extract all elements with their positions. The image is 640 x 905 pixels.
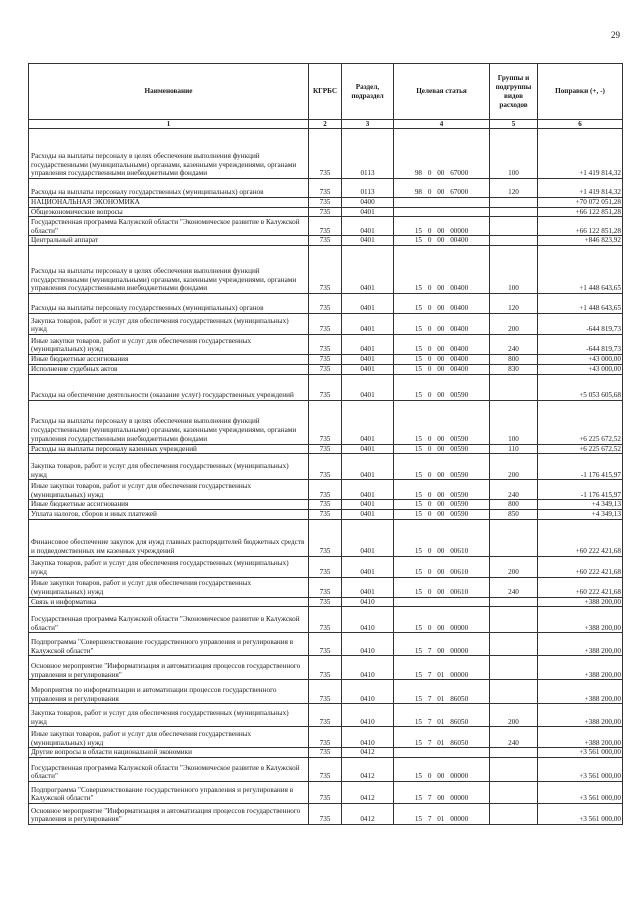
row-name: Расходы на выплаты персоналу казенных учреждений	[29, 444, 309, 454]
table-row	[29, 294, 623, 314]
table-row	[29, 374, 623, 400]
row-kgrbs: 735	[309, 294, 342, 314]
row-expense-group	[490, 758, 538, 782]
row-name: Расходы на выплаты персоналу государственных (муниципальных) органов	[29, 294, 309, 314]
row-kgrbs: 735	[309, 556, 342, 577]
row-amount: +60 222 421,68	[538, 519, 623, 556]
row-target-article: 15 0 00 00400	[394, 364, 490, 374]
row-section: 0401	[342, 294, 394, 314]
row-expense-group	[490, 804, 538, 825]
table-row	[29, 236, 623, 246]
row-section: 0401	[342, 217, 394, 236]
row-name: Подпрограмма "Совершенствование государственного управления и регулирования в Калужской области"	[29, 782, 309, 804]
row-amount: -1 176 415,97	[538, 480, 623, 500]
header-target-article: Целевая статья	[394, 64, 490, 120]
row-expense-group	[490, 374, 538, 400]
row-expense-group: 120	[490, 179, 538, 198]
row-expense-group: 120	[490, 294, 538, 314]
row-amount: +388 200,00	[538, 727, 623, 748]
row-expense-group: 800	[490, 355, 538, 365]
row-target-article: 15 0 00 00400	[394, 294, 490, 314]
row-kgrbs: 735	[309, 179, 342, 198]
row-expense-group: 200	[490, 556, 538, 577]
row-target-article: 15 0 00 00590	[394, 454, 490, 480]
row-name: Уплата налогов, сборов и иных платежей	[29, 509, 309, 519]
row-amount: +388 200,00	[538, 680, 623, 704]
row-expense-group	[490, 236, 538, 246]
row-section: 0401	[342, 500, 394, 510]
row-amount: +846 823,92	[538, 236, 623, 246]
row-section: 0401	[342, 335, 394, 355]
row-kgrbs: 735	[309, 633, 342, 656]
row-section: 0401	[342, 556, 394, 577]
row-amount: +3 561 000,00	[538, 748, 623, 758]
row-amount: +3 561 000,00	[538, 758, 623, 782]
row-section: 0412	[342, 782, 394, 804]
row-target-article: 15 0 00 00400	[394, 355, 490, 365]
row-name: Расходы на выплаты персоналу в целях обеспечения выполнения функций государственными (муниципальными) органами, казенными учреждениями, органами управления государственными внебюджетными фондами	[29, 400, 309, 444]
row-name: Иные бюджетные ассигнования	[29, 355, 309, 365]
header-kgrbs: КГРБС	[309, 64, 342, 120]
row-kgrbs: 735	[309, 314, 342, 335]
row-name: Основное мероприятие "Информатизация и автоматизация процессов государственного управления и регулирования"	[29, 804, 309, 825]
row-target-article	[394, 597, 490, 607]
row-kgrbs: 735	[309, 207, 342, 217]
row-amount: +3 561 000,00	[538, 804, 623, 825]
row-name: Связь и информатика	[29, 597, 309, 607]
row-target-article: 15 7 01 86050	[394, 680, 490, 704]
table-row	[29, 355, 623, 365]
row-target-article	[394, 207, 490, 217]
row-expense-group: 110	[490, 444, 538, 454]
row-amount: +4 349,13	[538, 500, 623, 510]
row-target-article: 15 0 00 00590	[394, 480, 490, 500]
row-expense-group	[490, 633, 538, 656]
header-section: Раздел, подраздел	[342, 64, 394, 120]
row-amount: +6 225 672,52	[538, 444, 623, 454]
row-target-article: 15 0 00 00400	[394, 246, 490, 294]
row-section: 0410	[342, 680, 394, 704]
column-number-row	[29, 120, 623, 129]
row-expense-group: 800	[490, 500, 538, 510]
row-amount: +60 222 421,68	[538, 556, 623, 577]
row-section: 0401	[342, 374, 394, 400]
row-section: 0401	[342, 444, 394, 454]
row-name: Иные закупки товаров, работ и услуг для обеспечения государственных (муниципальных) нужд	[29, 577, 309, 597]
row-expense-group: 240	[490, 335, 538, 355]
table-row	[29, 704, 623, 727]
row-name: Иные бюджетные ассигнования	[29, 500, 309, 510]
row-section: 0400	[342, 198, 394, 208]
row-name: Государственная программа Калужской области "Экономическое развитие в Калужской области"	[29, 217, 309, 236]
table-row	[29, 509, 623, 519]
table-row	[29, 607, 623, 633]
column-number: 1	[29, 120, 309, 129]
row-expense-group: 200	[490, 704, 538, 727]
page-number: 29	[611, 30, 620, 40]
row-expense-group	[490, 748, 538, 758]
table-row	[29, 727, 623, 748]
row-kgrbs: 735	[309, 198, 342, 208]
row-amount: +6 225 672,52	[538, 400, 623, 444]
row-kgrbs: 735	[309, 500, 342, 510]
row-amount: +388 200,00	[538, 607, 623, 633]
row-name: Финансовое обеспечение закупок для нужд главных распорядителей бюджетных средств и подведомственных им казенных учреждений	[29, 519, 309, 556]
table-row	[29, 198, 623, 208]
row-kgrbs: 735	[309, 480, 342, 500]
row-amount: +5 053 605,68	[538, 374, 623, 400]
row-name: Закупка товаров, работ и услуг для обеспечения государственных (муниципальных) нужд	[29, 704, 309, 727]
row-kgrbs: 735	[309, 607, 342, 633]
row-target-article: 15 0 00 00610	[394, 577, 490, 597]
row-kgrbs: 735	[309, 727, 342, 748]
row-amount: +3 561 000,00	[538, 782, 623, 804]
row-kgrbs: 735	[309, 364, 342, 374]
row-name: Иные закупки товаров, работ и услуг для обеспечения государственных (муниципальных) нужд	[29, 335, 309, 355]
row-expense-group: 830	[490, 364, 538, 374]
row-target-article: 15 0 00 00400	[394, 314, 490, 335]
row-target-article: 15 0 00 00610	[394, 519, 490, 556]
row-expense-group	[490, 782, 538, 804]
table-row	[29, 680, 623, 704]
row-name: Центральный аппарат	[29, 236, 309, 246]
row-kgrbs: 735	[309, 782, 342, 804]
header-expense-groups: Группы и подгруппы видов расходов	[490, 64, 538, 120]
row-expense-group: 100	[490, 246, 538, 294]
row-expense-group	[490, 198, 538, 208]
row-kgrbs: 735	[309, 335, 342, 355]
row-amount: +388 200,00	[538, 633, 623, 656]
row-kgrbs: 735	[309, 400, 342, 444]
row-section: 0410	[342, 597, 394, 607]
table-row	[29, 217, 623, 236]
row-amount: +4 349,13	[538, 509, 623, 519]
row-name: Закупка товаров, работ и услуг для обеспечения государственных (муниципальных) нужд	[29, 314, 309, 335]
row-name: НАЦИОНАЛЬНАЯ ЭКОНОМИКА	[29, 198, 309, 208]
row-expense-group: 200	[490, 454, 538, 480]
column-number: 4	[394, 120, 490, 129]
row-amount: -644 819,73	[538, 335, 623, 355]
row-kgrbs: 735	[309, 454, 342, 480]
table-row	[29, 633, 623, 656]
row-section: 0401	[342, 314, 394, 335]
row-target-article: 15 0 00 00000	[394, 607, 490, 633]
row-name: Закупка товаров, работ и услуг для обеспечения государственных (муниципальных) нужд	[29, 454, 309, 480]
row-section: 0401	[342, 355, 394, 365]
table-row	[29, 597, 623, 607]
table-row	[29, 335, 623, 355]
row-expense-group	[490, 207, 538, 217]
row-kgrbs: 735	[309, 704, 342, 727]
row-expense-group: 100	[490, 400, 538, 444]
table-row	[29, 207, 623, 217]
table-header-row	[29, 64, 623, 120]
table-row	[29, 519, 623, 556]
row-amount: -644 819,73	[538, 314, 623, 335]
row-target-article: 15 7 00 00000	[394, 782, 490, 804]
row-kgrbs: 735	[309, 374, 342, 400]
table-row	[29, 179, 623, 198]
row-section: 0410	[342, 633, 394, 656]
row-section: 0410	[342, 727, 394, 748]
row-target-article: 15 0 00 00590	[394, 374, 490, 400]
row-name: Мероприятия по информатизации и автоматизации процессов государственного управления и регулирования	[29, 680, 309, 704]
row-kgrbs: 735	[309, 519, 342, 556]
row-target-article: 15 0 00 00590	[394, 400, 490, 444]
row-kgrbs: 735	[309, 129, 342, 179]
row-expense-group	[490, 519, 538, 556]
row-amount: +1 448 643,65	[538, 294, 623, 314]
row-section: 0401	[342, 207, 394, 217]
row-target-article: 15 0 00 00610	[394, 556, 490, 577]
table-row	[29, 782, 623, 804]
row-target-article: 15 0 00 00590	[394, 509, 490, 519]
table-row	[29, 656, 623, 680]
column-number: 6	[538, 120, 623, 129]
table-row	[29, 480, 623, 500]
row-section: 0412	[342, 804, 394, 825]
table-row	[29, 454, 623, 480]
row-expense-group	[490, 597, 538, 607]
row-expense-group: 240	[490, 577, 538, 597]
row-name: Расходы на выплаты персоналу в целях обеспечения выполнения функций государственными (муниципальными) органами, казенными учреждениями, органами управления государственными внебюджетными фондами	[29, 246, 309, 294]
row-name: Государственная программа Калужской области "Экономическое развитие в Калужской области"	[29, 607, 309, 633]
row-name: Расходы на выплаты персоналу государственных (муниципальных) органов	[29, 179, 309, 198]
row-expense-group	[490, 217, 538, 236]
row-expense-group: 850	[490, 509, 538, 519]
row-name: Расходы на обеспечение деятельности (оказание услуг) государственных учреждений	[29, 374, 309, 400]
header-name: Наименование	[29, 64, 309, 120]
row-target-article: 15 7 01 00000	[394, 804, 490, 825]
row-expense-group: 200	[490, 314, 538, 335]
row-expense-group	[490, 607, 538, 633]
table-row	[29, 556, 623, 577]
row-kgrbs: 735	[309, 597, 342, 607]
row-amount: +70 072 051,28	[538, 198, 623, 208]
row-section: 0401	[342, 480, 394, 500]
column-number: 5	[490, 120, 538, 129]
row-expense-group: 240	[490, 727, 538, 748]
table-row	[29, 314, 623, 335]
row-expense-group	[490, 680, 538, 704]
table-row	[29, 364, 623, 374]
row-target-article: 15 0 00 00590	[394, 444, 490, 454]
row-name: Основное мероприятие "Информатизация и автоматизация процессов государственного управления и регулирования"	[29, 656, 309, 680]
row-name: Расходы на выплаты персоналу в целях обеспечения выполнения функций государственными (муниципальными) органами, казенными учреждениями, органами управления государственными внебюджетными фондами	[29, 129, 309, 179]
row-kgrbs: 735	[309, 804, 342, 825]
row-name: Подпрограмма "Совершенствование государственного управления и регулирования в Калужской области"	[29, 633, 309, 656]
row-section: 0410	[342, 607, 394, 633]
row-amount: +1 419 814,32	[538, 129, 623, 179]
row-kgrbs: 735	[309, 577, 342, 597]
row-section: 0113	[342, 129, 394, 179]
row-kgrbs: 735	[309, 680, 342, 704]
row-name: Иные закупки товаров, работ и услуг для обеспечения государственных (муниципальных) нужд	[29, 727, 309, 748]
row-target-article: 15 0 00 00000	[394, 758, 490, 782]
row-amount: +1 419 814,32	[538, 179, 623, 198]
row-amount: +1 448 643,65	[538, 246, 623, 294]
row-kgrbs: 735	[309, 355, 342, 365]
row-name: Государственная программа Калужской области "Экономическое развитие в Калужской области"	[29, 758, 309, 782]
column-number: 3	[342, 120, 394, 129]
header-amendments: Поправки (+, -)	[538, 64, 623, 120]
row-kgrbs: 735	[309, 236, 342, 246]
row-target-article: 15 7 01 00000	[394, 656, 490, 680]
row-amount: +388 200,00	[538, 597, 623, 607]
row-amount: +388 200,00	[538, 704, 623, 727]
column-number: 2	[309, 120, 342, 129]
row-target-article	[394, 748, 490, 758]
row-amount: +43 000,00	[538, 355, 623, 365]
row-name: Исполнение судебных актов	[29, 364, 309, 374]
row-kgrbs: 735	[309, 656, 342, 680]
table-row	[29, 577, 623, 597]
row-kgrbs: 735	[309, 246, 342, 294]
row-section: 0410	[342, 704, 394, 727]
row-section: 0412	[342, 758, 394, 782]
row-section: 0410	[342, 656, 394, 680]
row-kgrbs: 735	[309, 758, 342, 782]
row-expense-group	[490, 656, 538, 680]
row-target-article: 98 0 00 67000	[394, 179, 490, 198]
row-section: 0412	[342, 748, 394, 758]
row-section: 0401	[342, 519, 394, 556]
row-section: 0401	[342, 400, 394, 444]
row-target-article: 15 7 00 00000	[394, 633, 490, 656]
table-row	[29, 748, 623, 758]
row-amount: +43 000,00	[538, 364, 623, 374]
row-target-article: 15 0 00 00590	[394, 500, 490, 510]
row-amount: +60 222 421,68	[538, 577, 623, 597]
table-row	[29, 500, 623, 510]
row-section: 0401	[342, 236, 394, 246]
row-target-article: 15 0 00 00400	[394, 236, 490, 246]
table-row	[29, 444, 623, 454]
table-row	[29, 129, 623, 179]
row-name: Закупка товаров, работ и услуг для обеспечения государственных (муниципальных) нужд	[29, 556, 309, 577]
row-section: 0401	[342, 246, 394, 294]
row-expense-group: 240	[490, 480, 538, 500]
row-section: 0401	[342, 364, 394, 374]
row-amount: +66 122 851,28	[538, 217, 623, 236]
row-name: Другие вопросы в области национальной экономики	[29, 748, 309, 758]
table-row	[29, 804, 623, 825]
row-section: 0401	[342, 454, 394, 480]
row-section: 0401	[342, 509, 394, 519]
table-row	[29, 400, 623, 444]
row-kgrbs: 735	[309, 444, 342, 454]
budget-table	[28, 63, 623, 825]
row-amount: +66 122 851,28	[538, 207, 623, 217]
row-target-article: 15 0 00 00000	[394, 217, 490, 236]
row-kgrbs: 735	[309, 748, 342, 758]
row-name: Иные закупки товаров, работ и услуг для обеспечения государственных (муниципальных) нужд	[29, 480, 309, 500]
row-target-article: 15 0 00 00400	[394, 335, 490, 355]
row-target-article: 15 7 01 86050	[394, 727, 490, 748]
row-target-article	[394, 198, 490, 208]
row-kgrbs: 735	[309, 217, 342, 236]
row-amount: -1 176 415,97	[538, 454, 623, 480]
row-section: 0401	[342, 577, 394, 597]
row-name: Общеэкономические вопросы	[29, 207, 309, 217]
row-amount: +388 200,00	[538, 656, 623, 680]
table-row	[29, 758, 623, 782]
row-section: 0113	[342, 179, 394, 198]
row-target-article: 15 7 01 86050	[394, 704, 490, 727]
table-row	[29, 246, 623, 294]
row-kgrbs: 735	[309, 509, 342, 519]
row-target-article: 98 0 00 67000	[394, 129, 490, 179]
row-expense-group: 100	[490, 129, 538, 179]
